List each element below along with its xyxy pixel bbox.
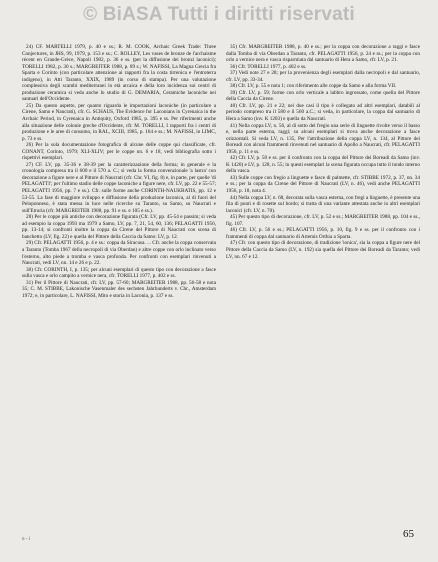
right-column (226, 44, 420, 514)
footnote-paragraph: 36) Cfr. TORELLI 1977, p. 402 e ss. (230, 63, 307, 70)
footer-mark: n - i (22, 537, 31, 542)
footnote-paragraph: 25) Da questo aspetto, per quanto riguarda le importazioni laconiche (in particolare a Cirene, Samo e Naucrati), cfr. G. SCHAUS, The Evidence for Laconians in Cyrenaica in the Archaic Period, in Cyrenaica in Antiquity, Oxford 1985, p. 395 e ss. Per riferimenti anche alla situazione delle colonie greche d'Occidente, cfr. M. TORELLI, I rapporti fra i centri di produzione e le aree di consumo, in RAL, XCIII, 1985, p. 164 e ss.; M. NAFISSI, in LIMC, p. 73 e ss. (22, 102, 216, 142)
left-column (22, 44, 216, 514)
footnote-paragraph: 29) Cfr. PELAGATTI 1956, p. 4 e ss.: coppa da Siracusa. ... Cfr. anche la coppa conservata a Taranto (Tomba 1967 della necropoli di via Oberdan) e altre coppe con orlo inclinato verso l'esterno, alto piede a tromba e vasca profonda. Per confronti con esemplari rinvenuti a Naucrati, vedi LV, nn. 14 e 26 e p. 22. (22, 240, 216, 267)
footnote-paragraph: 41) Nella coppa LV, n. 56, al di sotto del fregio una serie di linguette rivolte verso il basso e, nella parte esterna, raggi; su alcuni esemplari si trova anche decorazione a fasce orizzontali. Si veda LV, n. 135, Per l'attribuzione della coppa LV, n. 134, al Pittore dei Boreadi con alcuni frammenti rinvenuti nel santuario di Apollo a Naucrati, cfr. PELAGATTI 1956, p. 11 e ss. (226, 122, 420, 155)
footnote-paragraph: 42) Cfr. LV, p. 50 e ss. per il confronto con la coppa del Pittore dei Boreadi da Samo (inv. K 1420) e LV, p. 128, n. 55; in questi esemplari la scena figurata occupa tutto il tondo interno della vasca. (226, 155, 420, 175)
footnote-paragraph: 40) Cfr. LV, pp. 21 e 22; nei due casi il tipo è collegato ad altri esemplari, databili al periodo compreso tra il 580 e il 560 a.C.; si veda, in particolare, la coppa dal santuario di Hera a Samo (inv. K 1203) e quella da Naucrati. (226, 102, 420, 123)
footnote-paragraph: 39) Cfr. LV, p. 59; forme con orlo verticale a labbro ingrossato, come quella del Pittore della Caccia da Cirene. (226, 89, 420, 103)
footnote-paragraph: 45) Per questo tipo di decorazione, cfr. LV, p. 52 e ss.; MARGREITER 1988, pp. 104 e ss., fig. 107. (226, 214, 420, 227)
text-columns (22, 44, 420, 514)
footnote-paragraph: 43) Sulle coppe con fregio a linguette e fasce di palmette, cfr. STIBBE 1972, p. 37, nn. 34 e ss.; per la coppa da Cirene del Pittore di Naucrati (LV, n. 46), vedi anche PELAGATTI 1956, p. 18, nota 4. (226, 174, 420, 195)
footnote-paragraph: 28) Per le coppe più antiche con decorazione figurata (Cfr. LV, pp. 45-54 e passim; si veda ad esempio la coppa 1993 ma 1979 a Samo, LV, pp. 7, 21, 54, 60, 136; PELAGATTI 1956, pp. 13-14; si confronti inoltre la coppa da Cirene del Pittore di Naucrati con scena di banchetto (LV, fig. 22) e quella del Pittore della Caccia da Samo: LV, p. 12. (22, 214, 216, 240)
footnote-paragraph: 27) CF. LV, pp. 35-36 e 38-39 per la caratterizzazione della forma; in generale e la cronologia compresa tra il 600 e il 570 a. C.; si veda la forma convenzionale 'a lastra' con decorazione a figure nere e al Pittore di Naucrati (cfr. Chr. VI, fig. 8) e, in parte, per quelle 'di PELAGATTI'; per l'ultimo stadio delle coppe laconiche a figure nere, cfr. LV, pp. 22 e 55-57; PELAGATTI 1956, pp. 7 e ss.). Cfr. sulle forme anche CORINTH-NAUKRATIS, pp. 12 e 53-55. La fase di maggiore sviluppo e diffusione della produzione laconica, al di fuori del Peloponneso, è stata messa in luce nelle ricerche su Taranto, su Samo, su Naucrati e sull'Etruria (cfr. MARGREITER 1988, pp. 91 e ss. e 105 e ss.). (22, 161, 216, 214)
footnote-paragraph: 26) Per la sola documentazione fotografica di alcune delle coppe qui classificate, cfr. CONANT, Corinto, 1979; XLI-XLIV; per le coppe nn. 6 e 18, vedi bibliografia sotto i rispettivi esemplari. (22, 142, 216, 162)
footnote-paragraph: 46) Cfr. LV, p. 56 e ss.; PELAGATTI 1956, p. 10, fig. 9 e ss. per il confronto con i frammenti di coppa dal santuario di Artemis Orthia a Sparta. (226, 227, 420, 240)
footnote-paragraph: 37) Vedi note 27 e 28; per la provenienza degli esemplari dalla necropoli e dal santuario, cfr. LV, pp. 33-34. (226, 70, 420, 83)
copyright-watermark: © BiASA Tutti i diritti riservati (83, 4, 355, 25)
footnote-paragraph: 31) Per il Pittore di Naucrati, cfr. LV, pp. 57-60; MARGREITER 1988, pp. 56-58 e nota 35; C. M. STIBBE, Lakonische Vasenmaler des sechsten Jahrhunderts v. Chr., Amsterdam 1972; e, in particolare, L. NAFISSI, Mito e storia in Laconia, p. 137 e ss. (22, 279, 216, 299)
page-number: 65 (403, 528, 414, 540)
footnote-paragraph: 30) Cfr. CORINTH, I, p. 135; per alcuni esemplari di questo tipo con decorazione a fasce sulla vasca e orlo campito a vernice nera, cfr. TORELLI 1977, p. 402 e ss. (22, 266, 216, 280)
footnote-paragraph: 47) Cfr. con questo tipo di decorazione, di tradizione 'ionica', sia la coppa a figure nere del Pittore della Caccia da Samo (LV, n. 192) sia quella del Pittore dei Boreadi da Taranto; vedi LV, nn. 67 e 12. (226, 240, 420, 260)
footnote-paragraph: 24) CF. MARTELLI 1979, p. 40 e ss.; R. M. COOK, Archaic Greek Trade: Three Conjectures, in JHS, 99, 1979, p. 153 e ss.; C. ROLLEY, Les vases de bronze de l'archaisme récent en Grande-Grèce, Napoli 1982, p. 36 e ss. (per la diffusione dei bronzi laconici); TORELLI 1982, p. 30 s.; MARGREITER 1988, p. 89 s.; W. NAFISSI, La Magna Grecia fra Sparta e Corinto (con particolare attenzione ai rapporti fra la costa tirrenica e l'entroterra indigeno), in Atti Taranto, XXIX, 1989 (in corso di stampa). Per una valutazione complessiva degli scambi mediterranei in età arcaica e della loro incidenza sui centri di produzione ceramica si veda anche lo studio di G. DEMARIA, Ceramiche laconiche nei santuari dell'Occidente. (22, 44, 216, 103)
footnote-paragraph: 35) Cfr. MARGREITER 1988, p. 40 e ss.; per la coppa con decorazione a raggi e fasce dalla Tomba di via Oberdan a Taranto, cfr. PELAGATTI 1956, p. 24 e ss.; per la coppa con orlo a vernice nera e vasca risparmiata dal santuario di Hera a Samo, cfr. LV, p. 21. (226, 44, 420, 64)
footnote-paragraph: 38) Cfr. LV, p. 55 e nota 1; con riferimento alle coppe da Samo e alla forma VII. (230, 83, 397, 90)
footnote-paragraph: 44) Nella coppa LV, n. 68, decorata sulla vasca esterna, con fregi a linguette, è presente una fila di punti e di rosette sul bordo; si tratta di una variante attestata anche in altri esemplari laconici (cfr. LV, n. 70). (226, 194, 420, 214)
